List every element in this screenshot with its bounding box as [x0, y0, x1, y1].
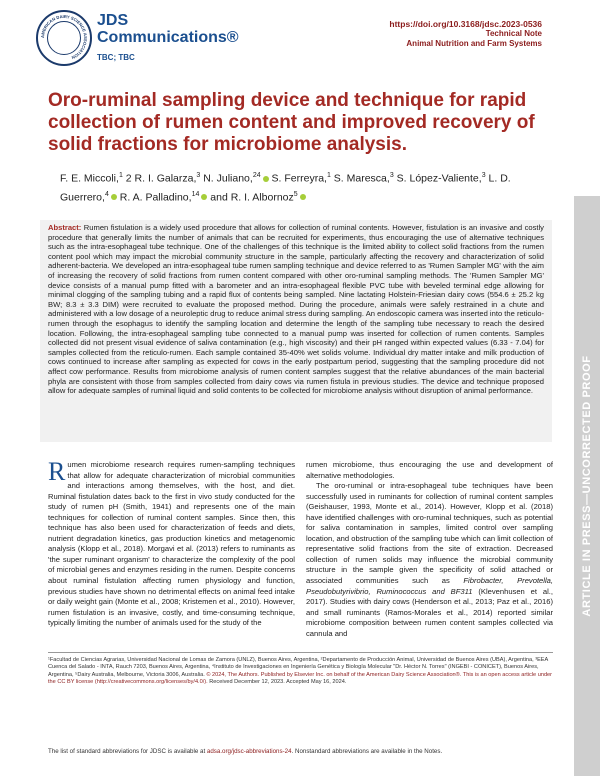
bacteria-taxa: Fibrobacter, Prevotella, Pseudobutyrivibrio, Ruminococcus and BF311 — [306, 576, 553, 596]
proof-banner-text: ARTICLE IN PRESS—UNCORRECTED PROOF — [581, 355, 593, 617]
svg-text:AMERICAN DAIRY SCIENCE ASSOCIA: AMERICAN DAIRY SCIENCE ASSOCIATION — [39, 13, 89, 61]
received-dates: Received December 12, 2023. Accepted May 16, 2024. — [209, 679, 347, 686]
body-column-left — [48, 457, 295, 629]
author-affiliation-mark: 3 — [481, 172, 486, 179]
footnote-block — [48, 657, 553, 687]
author-name: S. López-Valiente, — [396, 172, 482, 185]
abstract-label: Abstract: — [48, 223, 82, 232]
author-name: F. E. Miccoli, — [60, 172, 119, 185]
author-list — [60, 168, 550, 205]
author-name: and R. I. Albornoz — [210, 191, 294, 203]
author-affiliation-mark: 24 — [252, 172, 261, 179]
journal-name-line1: JDS — [97, 12, 129, 29]
author-name: N. Juliano, — [203, 172, 253, 185]
seal-inner-ring — [47, 21, 81, 55]
journal-volume: TBC; TBC — [97, 53, 135, 62]
drop-cap: R — [48, 457, 66, 486]
article-type: Technical Note — [485, 29, 542, 38]
body-column-right — [306, 460, 553, 639]
journal-name[interactable] — [97, 12, 239, 46]
orcid-icon[interactable] — [300, 194, 306, 200]
proof-side-banner — [574, 196, 600, 776]
author-affiliation-mark: 4 — [104, 190, 109, 198]
adsa-seal-logo — [36, 10, 92, 66]
author-affiliation-mark: 1 — [326, 172, 331, 179]
author-affiliation-mark: 3 — [196, 172, 201, 179]
orcid-icon[interactable] — [263, 176, 269, 182]
intro-paragraph-2-end: (Klevenhusen et al., 2017). Studies with dairy cows (Henderson et al., 2013; Paz et al., 2016) and small ruminants (Ramos-Morales et al., 2014) reported similar microbiome composition between rumen content samples collected via cannula and — [306, 586, 553, 638]
copyright-notice: © 2024, The Authors. Published by Elsevier Inc. on behalf of the American Dairy Science Association®. This is an open access article under the CC BY license (http://creativecommons.org/licenses/by/4.0/). — [48, 671, 553, 686]
doi-link[interactable]: https://doi.org/10.3168/jdsc.2023-0536 — [389, 19, 542, 29]
intro-paragraph-1-cont: rumen microbiome, thus encouraging the use and development of alternative methodologies. — [306, 460, 553, 480]
journal-name-line2: Communications® — [97, 29, 239, 46]
article-section: Animal Nutrition and Farm Systems — [406, 39, 542, 48]
abbreviations-note — [48, 748, 553, 756]
abstract-box — [40, 220, 552, 442]
author-affiliation-mark: 14 — [191, 190, 200, 198]
author-affiliation-mark: 3 — [389, 172, 394, 179]
author-name: S. Maresca, — [333, 172, 390, 185]
author-name: 2 R. I. Galarza, — [125, 172, 197, 185]
intro-paragraph-1: umen microbiome research requires rumen-sampling techniques that allow for adequate characterization of microbial communities and interactions among themselves, with the host, and diet. Ruminal fistulation dates back to the first in vivo study conducted for the study of rumen pH (Smith, 1941) and represents one of the main techniques for collection of ruminal content samples. Since then, this technique has also been used for characterization of feeds and diets, nutrient degradation kinetics, gas production kinetics and metagenomic analysis (Klopp et al., 2018). Morgavi et al. (2013) refers to ruminants as 'the super ruminant organism' to characterize the complexity of the pool of microbial genes and enzymes residing in the rumen. Despite concerns about ruminal fistulation affecting rumen physiology and function, previous studies have shown no detrimental effects on animal feed intake or daily weight gain (Monte et al., 2008; Kristemen et al., 2010). However, rumen fistulation is an invasive, costly, and time-consuming technique, typically limiting the number of animals used for the study of the — [48, 460, 295, 628]
abbreviations-link[interactable]: adsa.org/jdsc-abbreviations-24 — [206, 748, 292, 755]
footnote-divider — [48, 652, 553, 653]
author-name: L. D. Guerrero, — [60, 172, 511, 203]
affiliations: ¹Facultad de Ciencias Agrarias, Universidad Nacional de Lomas de Zamora (UNLZ), Buenos Aires, Argentina, ²Departamento de Producción Animal, Universidad de Buenos Aires (UBA), Argentina, ³EEA Cuenca del Salado - INTA, Rauch 7203, Buenos Aires, Argentina, ⁴Instituto de Investigaciones en Ingeniería Genética y Biología Molecular "Dr. Héctor N. Torres" (INGEBI - CONICET), Buenos Aires, Argentina, ⁵Dairy Australia, Melbourne, Victoria 3006, Australia. — [48, 657, 548, 678]
author-affiliation-mark: 1 — [118, 172, 123, 179]
abstract-text: Rumen fistulation is a widely used procedure that allows for collection of ruminal contents. However, fistulation is an invasive and costly procedure that generally limits the number of animals that can be recruited for experiments, thus encouraging the use of alternative techniques such as the intra-esophageal tube technique. One of the challenges of this technique is the limited ability to collect solid fractions from the rumen content pool which may impact the microbial community structure in the sample, particularly affecting the recovery and characterization of solid adherent-bacteria. We developed an intra-esophageal tube rumen sampling technique and device referred to as 'Rumen Sampler MG' with the aim of increasing the recovery of solid fractions from rumen content compared with other oro-ruminal sampling methods. The 'Rumen Sampler MG' device consists of a manual pump fitted with a barometer and an intra-esophageal flexible PVC tube with beveled terminal edge allowing for minimal clogging of the sampling tubing and a rapid flux of contents being sampled. Nine lactating Holstein-Friesian dairy cows (554.6 ± 25.2 kg BW; 8.3 ± 3.3 DIM) were recruited to evaluate the proposed method. During the procedure, animals were safely restrained in a chute and administered with a low dosage of a neuroleptic drug to reduce animal stress during sampling. An endoscopic camera was inserted into the reticulo-rumen through the esophagus to identify the sampling location and determine the length of the sampling tube necessary to reach the desired location. Following, the intra-esophageal sampling tube connected to a manual pump was inserted for collection of rumen contents. Samples collected did not present visual evidence of saliva contamination (e.g., high viscosity) and their pH ranged within expected values (6.33 - 7.04) for samples collected from the reticulo-rumen. Each sample contained 35-40% wet solids volume. Individual dry matter intake and milk production of cows continued to increase after sampling as expected for cows in the early postpartum period, suggesting that the sampling procedure did not affect cow performance. Results from microbiome analysis of rumen content samples suggest that the relative abundances of the main bacterial phyla are consistent with those from samples collected from dairy cows via rumen fistula in previous studies. The device and technique proposed allow for adequate samples of ruminal liquid and solid contents to be collected for microbiome analysis without disruption of animal performance. — [48, 223, 544, 396]
header-meta — [389, 19, 542, 49]
author-name: S. Ferreyra, — [271, 172, 327, 185]
author-affiliation-mark: 5 — [293, 190, 298, 198]
abbreviations-note-end: . Nonstandard abbreviations are available in the Notes. — [291, 748, 443, 755]
orcid-icon[interactable] — [111, 194, 117, 200]
author-name: R. A. Palladino, — [119, 191, 192, 203]
orcid-icon[interactable] — [201, 194, 207, 200]
article-title: Oro-ruminal sampling device and technique for rapid collection of rumen content and improved recovery of solid fractions for microbiome analysis. — [48, 90, 535, 155]
intro-paragraph-2: The oro-ruminal or intra-esophageal tube techniques have been successfully used in ruminants for collection of ruminal content samples (Geishauser, 1993, Monte et al., 2014). However, Klopp et al. (2018) have identified challenges with oro-ruminal techniques, such as potential for saliva contamination in samples, limited control over sampling location, and obstruction of the sampling tube which can limit collection of representative solid fractions from the site of extraction. Decreased collection of rumen solids may influence the microbial community structure in the sample given the specificity of solid attached or associated communities such as — [306, 481, 553, 586]
abbreviations-note-text: The list of standard abbreviations for JDSC is available at — [48, 748, 206, 755]
